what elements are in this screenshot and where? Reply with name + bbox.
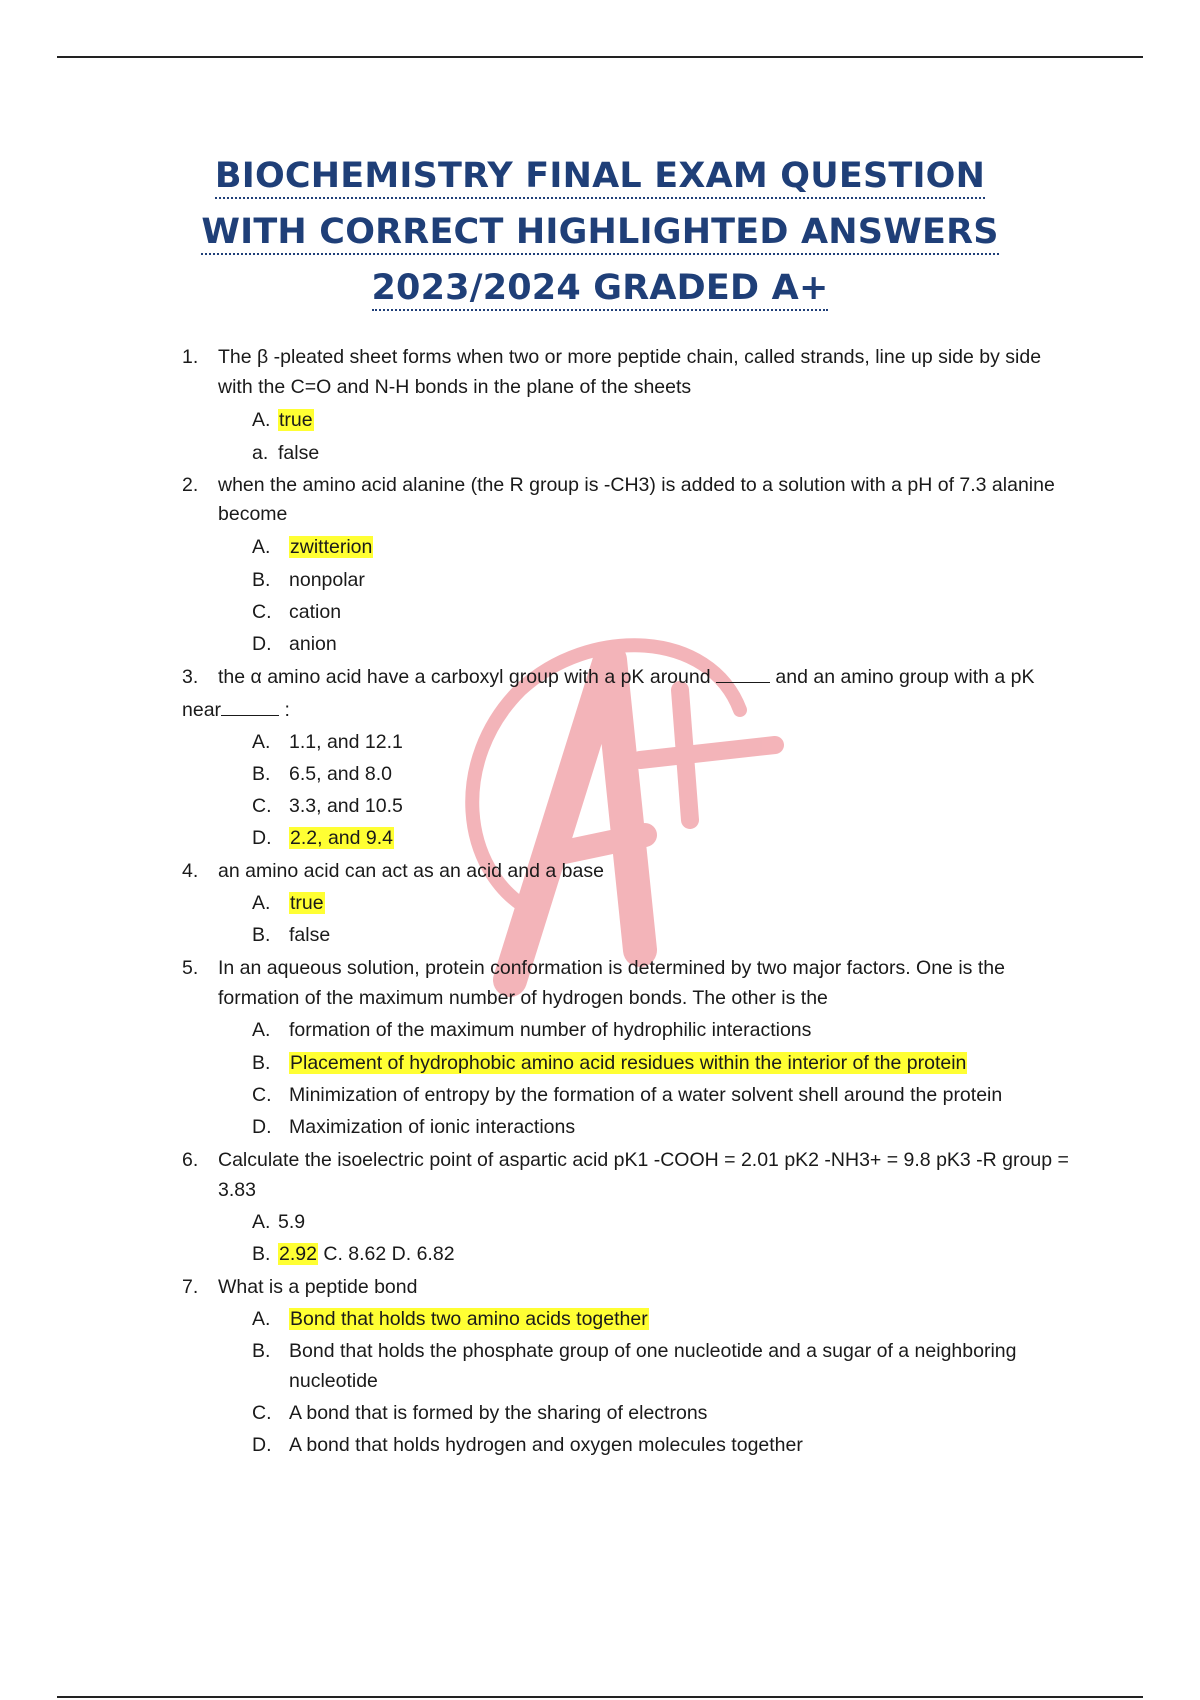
question-number: 6. bbox=[182, 1149, 199, 1171]
question-text: What is a peptide bond bbox=[218, 1276, 418, 1298]
question-text: : bbox=[284, 699, 290, 721]
question-number: 5. bbox=[182, 957, 199, 979]
option-text-highlighted: Bond that holds two amino acids together bbox=[290, 1308, 648, 1330]
question-text: with the C=O and N-H bonds in the plane of the sheets bbox=[218, 376, 692, 398]
option-text: A bond that is formed by the sharing of electrons bbox=[289, 1402, 708, 1424]
option-text: 5.9 bbox=[278, 1211, 306, 1233]
option-text: false bbox=[289, 924, 331, 946]
option-label: C. bbox=[252, 795, 272, 817]
question-text: Calculate the isoelectric point of aspartic acid pK1 -COOH = 2.01 pK2 -NH3+ = 9.8 pK3 -R group = bbox=[218, 1149, 1069, 1171]
option-text: nonpolar bbox=[289, 569, 365, 591]
option-text: Maximization of ionic interactions bbox=[289, 1116, 576, 1138]
option-text-highlighted: true bbox=[279, 409, 313, 431]
option-label: A. bbox=[252, 731, 271, 753]
option-text-highlighted: 2.92 bbox=[279, 1243, 317, 1265]
option-text-inline-rest: C. 8.62 D. 6.82 bbox=[323, 1243, 455, 1265]
option-text-highlighted: Placement of hydrophobic amino acid residues within the interior of the protein bbox=[290, 1052, 967, 1074]
option-label: B. bbox=[252, 924, 271, 946]
question-text: formation of the maximum number of hydrogen bonds. The other is the bbox=[218, 987, 828, 1009]
option-label: D. bbox=[252, 827, 272, 849]
option-label: A. bbox=[252, 1211, 271, 1233]
option-label: B. bbox=[252, 763, 271, 785]
option-label: A. bbox=[252, 1308, 271, 1330]
question-text: an amino acid can act as an acid and a base bbox=[218, 860, 604, 882]
option-label: C. bbox=[252, 1402, 272, 1424]
option-label: A. bbox=[252, 409, 271, 431]
document-title bbox=[0, 148, 1200, 316]
option-label: A. bbox=[252, 536, 271, 558]
option-text-highlighted: 2.2, and 9.4 bbox=[290, 827, 394, 849]
option-label: D. bbox=[252, 633, 272, 655]
title-line-2: WITH CORRECT HIGHLIGHTED ANSWERS bbox=[201, 212, 998, 255]
question-text: near bbox=[182, 699, 222, 721]
answer-blank bbox=[716, 664, 770, 683]
title-line-1: BIOCHEMISTRY FINAL EXAM QUESTION bbox=[215, 156, 985, 199]
question-number: 3. bbox=[182, 666, 199, 688]
top-rule bbox=[57, 56, 1143, 58]
question-number: 4. bbox=[182, 860, 199, 882]
question-number: 2. bbox=[182, 474, 199, 496]
question-text: when the amino acid alanine (the R group is -CH3) is added to a solution with a pH of 7.3 alanine bbox=[218, 474, 1055, 496]
option-label: A. bbox=[252, 892, 271, 914]
option-label: B. bbox=[252, 1243, 271, 1265]
answer-blank bbox=[221, 697, 279, 716]
question-text: and an amino group with a pK bbox=[775, 666, 1035, 688]
option-label: a. bbox=[252, 442, 269, 464]
option-label: B. bbox=[252, 1052, 271, 1074]
option-text: Minimization of entropy by the formation of a water solvent shell around the protein bbox=[289, 1084, 1003, 1106]
option-label: C. bbox=[252, 1084, 272, 1106]
option-label: D. bbox=[252, 1116, 272, 1138]
question-text: the α amino acid have a carboxyl group with a pK around bbox=[218, 666, 711, 688]
option-text: 3.3, and 10.5 bbox=[289, 795, 403, 817]
option-text-highlighted: true bbox=[290, 892, 324, 914]
option-text: Bond that holds the phosphate group of one nucleotide and a sugar of a neighboring bbox=[289, 1340, 1017, 1362]
option-label: D. bbox=[252, 1434, 272, 1456]
option-text: nucleotide bbox=[289, 1370, 378, 1392]
question-number: 1. bbox=[182, 346, 199, 368]
option-text: anion bbox=[289, 633, 337, 655]
option-text-highlighted: zwitterion bbox=[290, 536, 373, 558]
bottom-rule bbox=[57, 1696, 1143, 1698]
question-text: 3.83 bbox=[218, 1179, 256, 1201]
question-text: In an aqueous solution, protein conformation is determined by two major factors. One is the bbox=[218, 957, 1005, 979]
option-label: B. bbox=[252, 569, 271, 591]
option-label: A. bbox=[252, 1019, 271, 1041]
question-number: 7. bbox=[182, 1276, 199, 1298]
option-text: A bond that holds hydrogen and oxygen molecules together bbox=[289, 1434, 803, 1456]
option-text: false bbox=[278, 442, 320, 464]
option-text: 6.5, and 8.0 bbox=[289, 763, 393, 785]
question-text: become bbox=[218, 503, 288, 525]
option-label: C. bbox=[252, 601, 272, 623]
option-text: formation of the maximum number of hydrophilic interactions bbox=[289, 1019, 812, 1041]
title-line-3: 2023/2024 GRADED A+ bbox=[372, 268, 829, 311]
option-text: 1.1, and 12.1 bbox=[289, 731, 403, 753]
option-label: B. bbox=[252, 1340, 271, 1362]
option-text: cation bbox=[289, 601, 342, 623]
question-text: The β -pleated sheet forms when two or more peptide chain, called strands, line up side by side bbox=[218, 346, 1042, 368]
